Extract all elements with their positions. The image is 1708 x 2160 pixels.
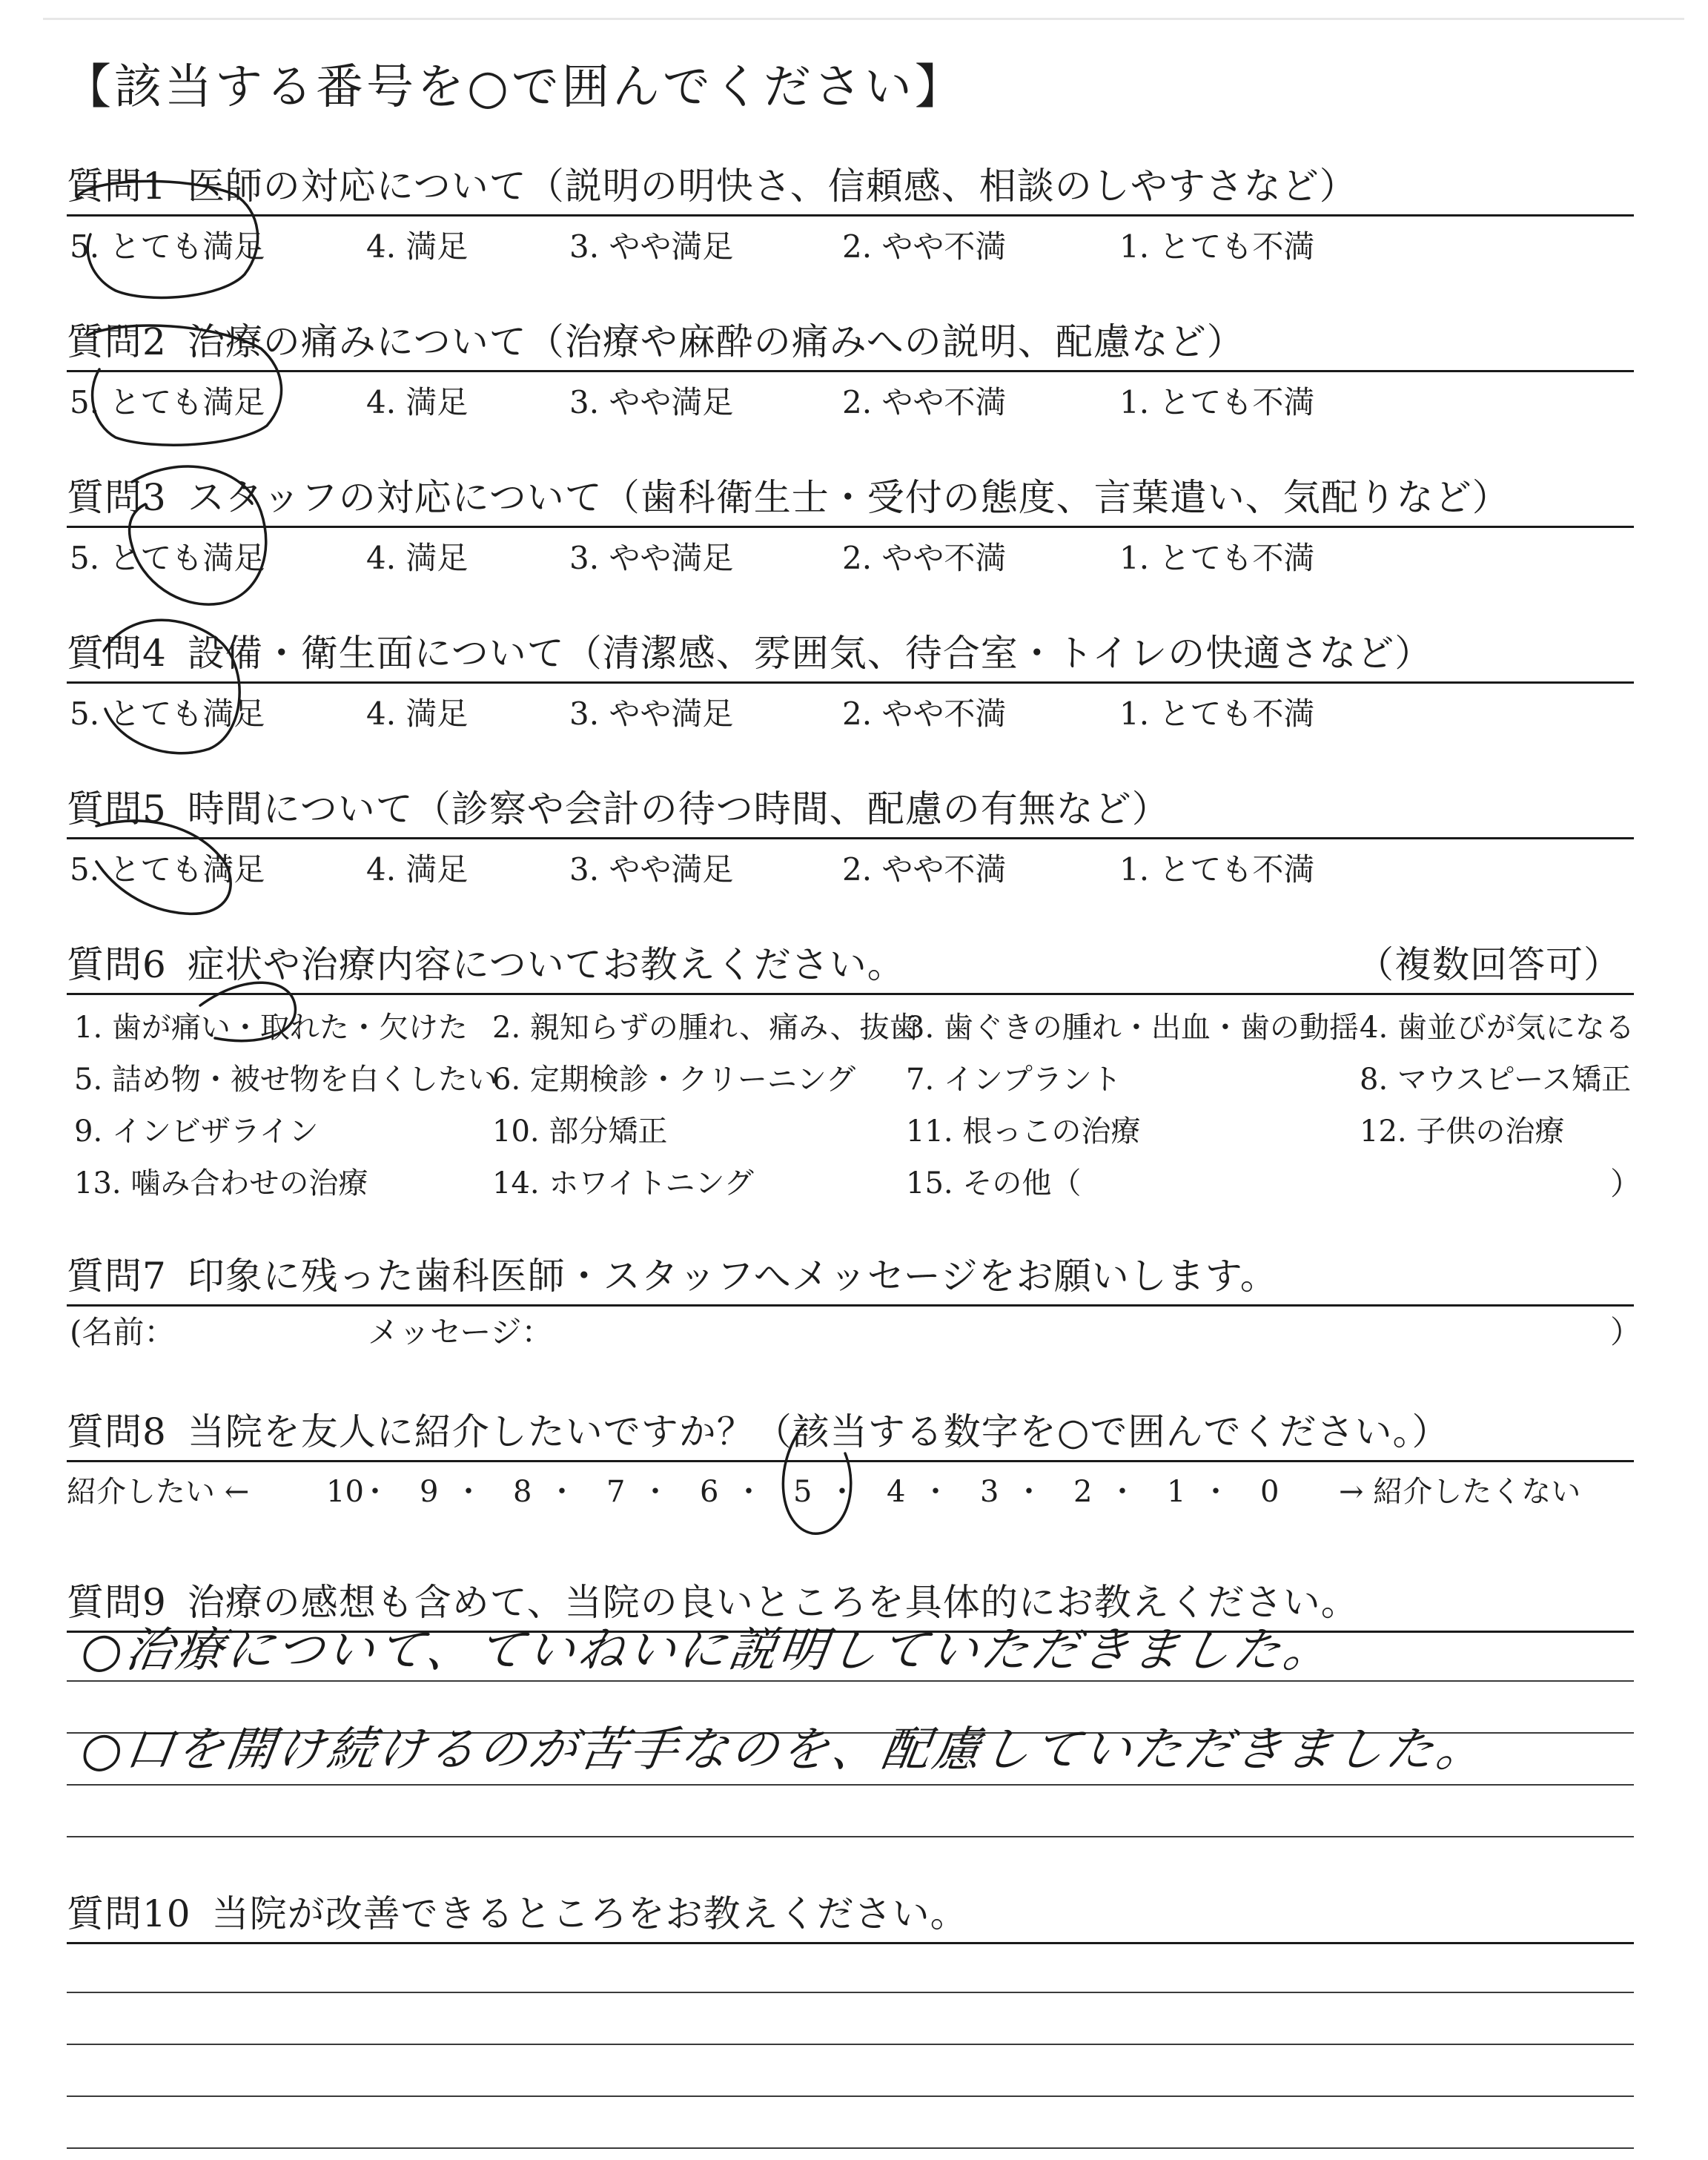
page-top-edge (43, 18, 1684, 20)
scale-separator: ・ (1014, 1475, 1044, 1509)
q5-option-5[interactable]: 5. とても満足 (70, 851, 265, 888)
symptom-14[interactable]: 14. ホワイトニング (492, 1166, 754, 1200)
q5-option-1[interactable]: 1. とても不満 (1119, 851, 1315, 888)
question-5 (67, 787, 1170, 830)
q4-option-3[interactable]: 3. やや満足 (569, 696, 734, 732)
q4-option-2[interactable]: 2. やや不満 (842, 696, 1007, 732)
question-label: 質問3 (67, 476, 167, 519)
name-label: (名前： (70, 1314, 176, 1350)
question-9 (67, 1581, 1359, 1624)
writing-line (67, 2095, 1634, 2097)
scale-separator: ・ (547, 1475, 577, 1509)
q3-option-1[interactable]: 1. とても不満 (1119, 540, 1315, 576)
symptom-6[interactable]: 6. 定期検診・クリーニング (492, 1063, 856, 1097)
question-text: 当院が改善できるところをお教えください。 (211, 1892, 968, 1935)
instruction-title: 【該当する番号を○で囲んでください】 (64, 60, 965, 115)
question-label: 質問7 (67, 1255, 167, 1298)
writing-line (67, 1992, 1634, 1993)
question-text: 時間について（診察や会計の待つ時間、配慮の有無など） (187, 787, 1170, 830)
writing-line (67, 1680, 1634, 1682)
q1-option-3[interactable]: 3. やや満足 (569, 228, 734, 265)
q2-option-4[interactable]: 4. 満足 (366, 384, 469, 420)
question-4 (67, 632, 1433, 675)
scale-value-6[interactable]: 6 (700, 1475, 719, 1509)
recommend-left-label: 紹介したい ← (67, 1475, 250, 1509)
question-text: 治療の痛みについて（治療や麻酔の痛みへの説明、配慮など） (187, 320, 1245, 363)
question-7 (67, 1255, 1278, 1298)
question-rule (67, 681, 1634, 684)
q4-option-1[interactable]: 1. とても不満 (1119, 696, 1315, 732)
scale-value-7[interactable]: 7 (606, 1475, 626, 1509)
q1-option-4[interactable]: 4. 満足 (366, 228, 469, 265)
q4-option-4[interactable]: 4. 満足 (366, 696, 469, 732)
q3-option-3[interactable]: 3. やや満足 (569, 540, 734, 576)
writing-line (67, 2044, 1634, 2045)
symptom-11[interactable]: 11. 根っこの治療 (906, 1114, 1141, 1149)
symptom-7[interactable]: 7. インプラント (906, 1063, 1122, 1097)
scale-value-2[interactable]: 2 (1073, 1475, 1093, 1509)
scale-value-4[interactable]: 4 (887, 1475, 906, 1509)
question-rule (67, 526, 1634, 528)
question-label: 質問8 (67, 1410, 167, 1453)
q3-option-4[interactable]: 4. 満足 (366, 540, 469, 576)
q5-option-2[interactable]: 2. やや不満 (842, 851, 1007, 888)
question-2 (67, 320, 1245, 363)
multiple-answer-note: （複数回答可） (1357, 943, 1621, 986)
question-text: 設備・衛生面について（清潔感、雰囲気、待合室・トイレの快適さなど） (187, 632, 1433, 675)
message-label: メッセージ： (368, 1314, 553, 1350)
symptom-2[interactable]: 2. 親知らずの腫れ、痛み、抜歯 (492, 1011, 919, 1045)
q2-option-2[interactable]: 2. やや不満 (842, 384, 1007, 420)
question-rule (67, 370, 1634, 372)
question-3 (67, 476, 1510, 519)
question-rule (67, 214, 1634, 217)
q9-answer-line-1: ○治療について、ていねいに説明していただきました。 (77, 1623, 1338, 1678)
question-label: 質問1 (67, 165, 167, 208)
question-rule (67, 1460, 1634, 1462)
question-rule (67, 993, 1634, 995)
question-label: 質問10 (67, 1892, 191, 1935)
q5-option-3[interactable]: 3. やや満足 (569, 851, 734, 888)
scale-separator: ・ (1108, 1475, 1137, 1509)
q5-option-4[interactable]: 4. 満足 (366, 851, 469, 888)
question-10 (67, 1892, 968, 1935)
message-closing-paren: ） (1610, 1314, 1642, 1350)
symptom-5[interactable]: 5. 詰め物・被せ物を白くしたい (74, 1063, 497, 1097)
question-label: 質問9 (67, 1581, 167, 1624)
question-label: 質問4 (67, 632, 167, 675)
scale-value-8[interactable]: 8 (513, 1475, 532, 1509)
question-label: 質問2 (67, 320, 167, 363)
scale-separator: ・ (360, 1475, 390, 1509)
symptom-10[interactable]: 10. 部分矯正 (492, 1114, 668, 1149)
question-text: 症状や治療内容についてお教えください。 (187, 943, 905, 986)
scale-separator: ・ (734, 1475, 764, 1509)
recommend-right-label: → 紹介したくない (1339, 1475, 1581, 1509)
question-8 (67, 1410, 1450, 1453)
scale-separator: ・ (640, 1475, 670, 1509)
q1-option-2[interactable]: 2. やや不満 (842, 228, 1007, 265)
symptom-15[interactable]: 15. その他（ (906, 1166, 1082, 1200)
q4-option-5[interactable]: 5. とても満足 (70, 696, 265, 732)
question-text: スタッフの対応について（歯科衛生士・受付の態度、言葉遣い、気配りなど） (187, 476, 1510, 519)
question-rule (67, 1304, 1634, 1307)
q3-option-5[interactable]: 5. とても満足 (70, 540, 265, 576)
scale-value-10[interactable]: 10 (326, 1475, 364, 1509)
question-text: 当院を友人に紹介したいですか？（該当する数字を○で囲んでください。） (187, 1410, 1450, 1453)
q2-option-3[interactable]: 3. やや満足 (569, 384, 734, 420)
scale-value-9[interactable]: 9 (420, 1475, 439, 1509)
symptom-12[interactable]: 12. 子供の治療 (1360, 1114, 1565, 1149)
q9-answer-line-2: ○口を開け続けるのが苦手なのを、配慮していただきました。 (77, 1723, 1492, 1777)
symptom-1[interactable]: 1. 歯が痛い・取れた・欠けた (74, 1011, 468, 1045)
q1-option-5[interactable]: 5. とても満足 (70, 228, 265, 265)
symptom-9[interactable]: 9. インビザライン (74, 1114, 319, 1149)
other-closing-paren: ） (1610, 1166, 1642, 1202)
scale-separator: ・ (1201, 1475, 1231, 1509)
question-rule (67, 1942, 1634, 1944)
q3-option-2[interactable]: 2. やや不満 (842, 540, 1007, 576)
symptom-8[interactable]: 8. マウスピース矯正 (1360, 1063, 1632, 1097)
question-text: 印象に残った歯科医師・スタッフへメッセージをお願いします。 (187, 1255, 1278, 1298)
scale-value-5[interactable]: 5 (793, 1475, 812, 1509)
scale-separator: ・ (454, 1475, 483, 1509)
scale-value-1[interactable]: 1 (1167, 1475, 1186, 1509)
symptom-4[interactable]: 4. 歯並びが気になる (1360, 1011, 1635, 1045)
q2-option-1[interactable]: 1. とても不満 (1119, 384, 1315, 420)
q1-option-1[interactable]: 1. とても不満 (1119, 228, 1315, 265)
writing-line (67, 1836, 1634, 1837)
question-label: 質問5 (67, 787, 167, 830)
writing-line (67, 1784, 1634, 1786)
question-1 (67, 165, 1357, 208)
scale-separator: ・ (921, 1475, 950, 1509)
scale-separator: ・ (827, 1475, 857, 1509)
q2-option-5[interactable]: 5. とても満足 (70, 384, 265, 420)
question-label: 質問6 (67, 943, 167, 986)
question-rule (67, 837, 1634, 839)
writing-line (67, 2147, 1634, 2149)
scale-value-3[interactable]: 3 (980, 1475, 999, 1509)
question-text: 医師の対応について（説明の明快さ、信頼感、相談のしやすさなど） (187, 165, 1357, 208)
symptom-3[interactable]: 3. 歯ぐきの腫れ・出血・歯の動揺 (906, 1011, 1359, 1045)
symptom-13[interactable]: 13. 噛み合わせの治療 (74, 1166, 368, 1200)
question-text: 治療の感想も含めて、当院の良いところを具体的にお教えください。 (187, 1581, 1359, 1624)
question-6 (67, 943, 905, 986)
scale-value-0[interactable]: 0 (1260, 1475, 1280, 1509)
